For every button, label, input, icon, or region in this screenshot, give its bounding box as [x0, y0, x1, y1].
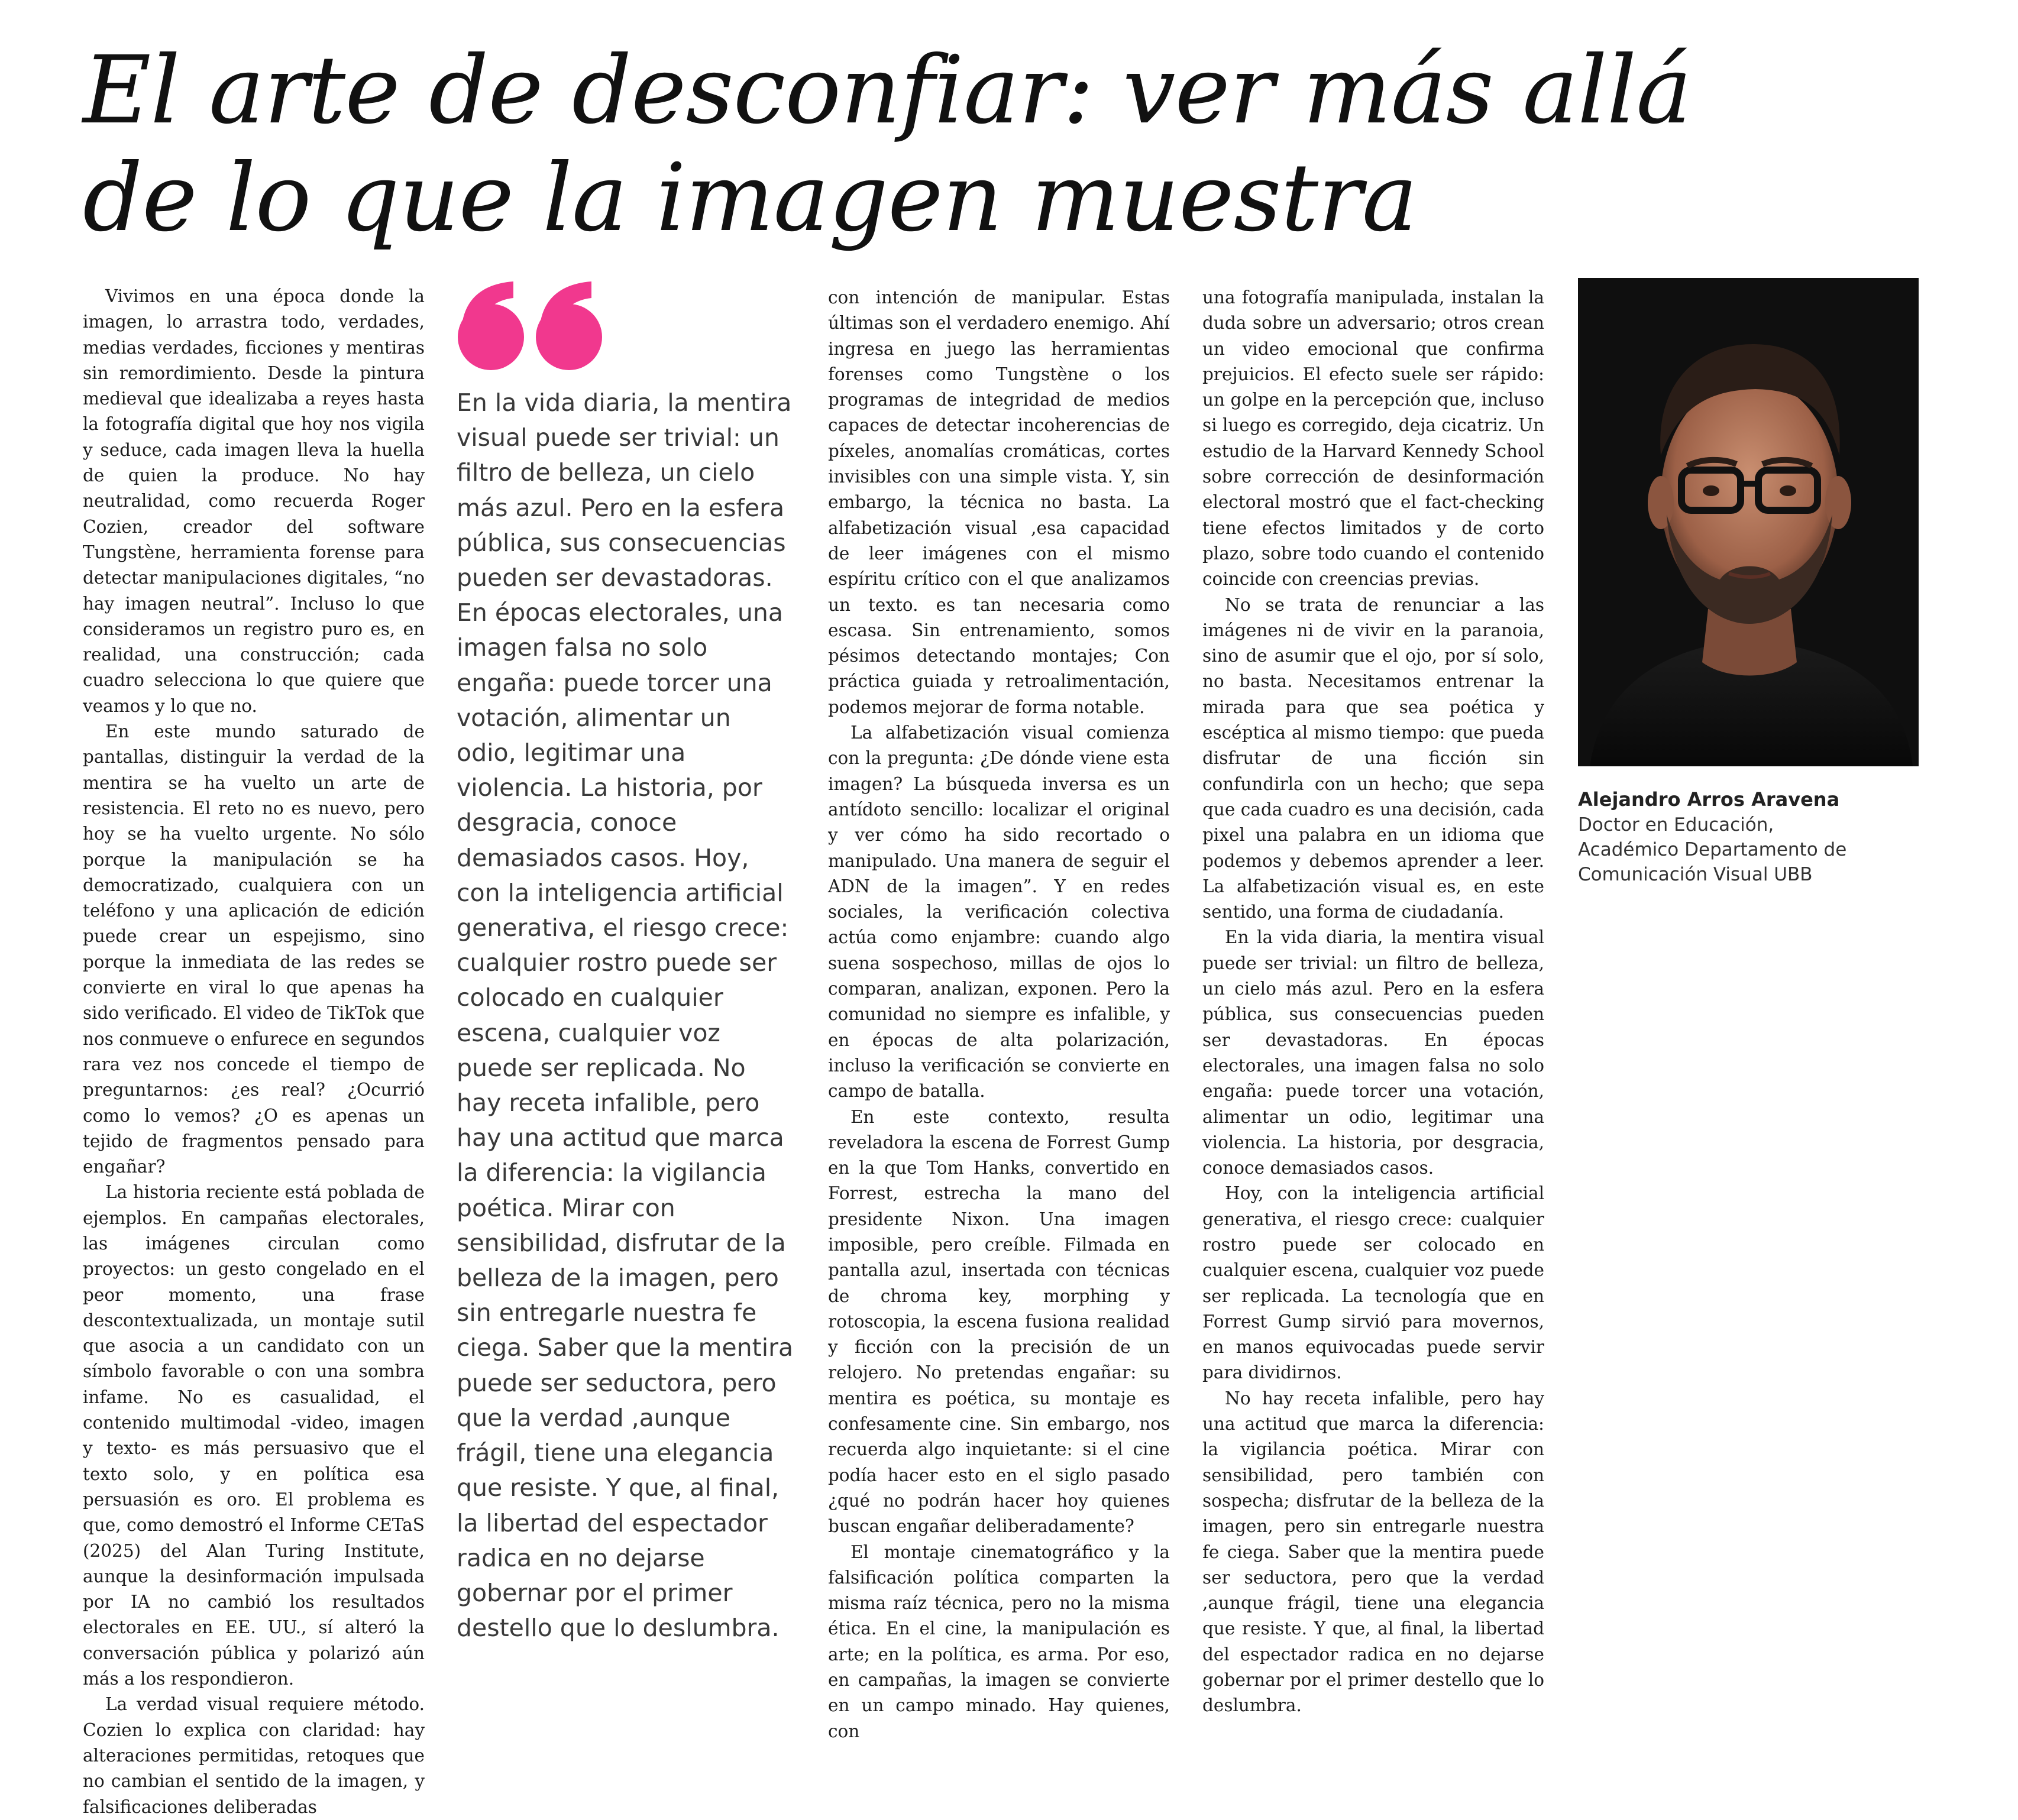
- pull-quote: [457, 278, 794, 1646]
- paragraph: La historia reciente está poblada de ejemplos. En campañas electorales, las imágenes circulan como proyectos: un gesto congelado en el peor momento, una frase descontextualizada, un montaje sutil que asocia a un candidato con un símbolo favorable o con una sombra infame. No es casualidad, el contenido multimodal -video, imagen y texto- es más persuasivo que el texto solo, y en política esa persuasión es oro. El problema es que, como demostró el Informe CETaS (2025) del Alan Turing Institute, aunque la desinformación impulsada por IA no cambió los resultados electorales en EE. UU., sí alteró la conversación pública y polarizó aún más a los respondieron.: [83, 1182, 425, 1689]
- paragraph: En la vida diaria, la mentira visual puede ser trivial: un filtro de belleza, un cielo más azul. Pero en la esfera pública, sus consecuencias pueden ser devastadoras. En épocas electorales, una imagen falsa no solo engaña: puede torcer una votación, alimentar un odio, legitimar una violencia. La historia, por desgracia, conoce demasiados casos.: [1202, 927, 1544, 1178]
- paragraph: En este mundo saturado de pantallas, distinguir la verdad de la mentira se ha vuelto un arte de resistencia. El reto no es nuevo, pero hoy se ha vuelto urgente. No sólo porque la manipulación se ha democratizado, cualquiera con un teléfono y una aplicación de edición puede crear un espejismo, sino porque la inmediata de las redes se convierte en viral lo que apenas ha sido verificado. El video de TikTok que nos conmueve o enfurece en segundos rara vez nos concede el tiempo de preguntarnos: ¿es real? ¿Ocurrió como lo vemos? ¿O es apenas un tejido de fragmentos pensado para engañar?: [83, 721, 425, 1177]
- paragraph: La verdad visual requiere método. Cozien lo explica con claridad: hay alteraciones permitidas, retoques que no cambian el sentido de la imagen, y falsificaciones deliberadas: [83, 1694, 425, 1817]
- author-role-line: Doctor en Educación,: [1578, 814, 1774, 835]
- paragraph: En este contexto, resulta reveladora la escena de Forrest Gump en la que Tom Hanks, convertido en Forrest, estrecha la mano del presidente Nixon. Una imagen imposible, pero creíble. Filmada en pantalla azul, insertada con técnicas de chroma key, morphing y rotoscopia, la escena fusiona realidad y ficción con la precisión de un relojero. No pretendas engañar: su mentira es poética, su montaje es confesamente cine. Sin embargo, nos recuerda algo inquietante: si el cine podía hacer esto en el siglo pasado ¿qué no podrán hacer hoy quienes buscan engañar deliberadamente?: [828, 1106, 1170, 1537]
- pull-quote-text: En la vida diaria, la mentira visual puede ser trivial: un filtro de belleza, un cielo más azul. Pero en la esfera pública, sus consecuencias pueden ser devastadoras. En épocas electorales, una imagen falsa no solo engaña: puede torcer una votación, alimentar un odio, legitimar una violencia. La historia, por desgracia, conoce demasiados casos. Hoy, con la inteligencia artificial generativa, el riesgo crece: cualquier rostro puede ser colocado en cualquier escena, cualquier voz puede ser replicada. No hay receta infalible, pero hay una actitud que marca la diferencia: la vigilancia poética. Mirar con sensibilidad, disfrutar de la belleza de la imagen, pero sin entregarle nuestra fe ciega. Saber que la mentira puede ser seductora, pero que la verdad ,aunque frágil, tiene una elegancia que resiste. Y que, al final, la libertad del espectador radica en no dejarse gobernar por el primer destello que lo deslumbra.: [457, 388, 794, 1643]
- paragraph: una fotografía manipulada, instalan la duda sobre un adversario; otros crean un video emocional que confirma prejuicios. El efecto suele ser rápido: un golpe en la percepción que, incluso si luego es corregido, deja cicatriz. Un estudio de la Harvard Kennedy School sobre corrección de desinformación electoral mostró que el fact-checking tiene efectos limitados y de corto plazo, sobre todo cuando el contenido coincide con creencias previas.: [1202, 287, 1544, 590]
- paragraph: Vivimos en una época donde la imagen, lo arrastra todo, verdades, medias verdades, ficciones y mentiras sin remordimiento. Desde la pintura medieval que idealizaba a reyes hasta la fotografía digital que hoy nos vigila y seduce, cada imagen lleva la huella de quien la produce. No hay neutralidad, como recuerda Roger Cozien, creador del software Tungstène, herramienta forense para detectar manipulaciones digitales, “no hay imagen neutral”. Incluso lo que consideramos un registro puro es, en realidad, una construcción; cada cuadro selecciona lo que quiere que veamos y lo que no.: [83, 286, 425, 716]
- article-column-1: [83, 284, 425, 1820]
- author-photo: [1578, 278, 1919, 766]
- author-name: Alejandro Arros Aravena: [1578, 788, 1840, 811]
- article-column-4: [1202, 285, 1544, 1719]
- quote-open-icon-svg: [457, 278, 616, 373]
- headline-line-2: de lo que la imagen muestra: [83, 144, 1417, 252]
- quote-open-icon: [457, 278, 616, 373]
- author-portrait-illustration: [1578, 278, 1919, 766]
- author-caption: [1578, 786, 1956, 887]
- paragraph: No se trata de renunciar a las imágenes ni de vivir en la paranoia, sino de asumir que el ojo, por sí solo, no basta. Necesitamos entrenar la mirada para que sea poética y escéptica al mismo tiempo: que pueda disfrutar de una ficción sin confundirla con un hecho; que sepa que cada cuadro es una decisión, cada pixel una palabra en un idioma que podemos y debemos aprender a leer. La alfabetización visual es, en este sentido, una forma de ciudadanía.: [1202, 594, 1544, 922]
- article-column-3: [828, 285, 1170, 1744]
- author-role-line: Comunicación Visual UBB: [1578, 864, 1813, 885]
- paragraph: El montaje cinematográfico y la falsificación política comparten la misma raíz técnica, pero no la misma ética. En el cine, la manipulación es arte; en la política, es arma. Por eso, en campañas, la imagen se convierte en un campo minado. Hay quienes, con: [828, 1542, 1170, 1741]
- headline-line-1: El arte de desconfiar: ver más allá: [83, 36, 1692, 145]
- paragraph: con intención de manipular. Estas últimas son el verdadero enemigo. Ahí ingresa en juego las herramientas forenses como Tungstène o los programas de integridad de medios capaces de detectar incoherencias de píxeles, anomalías cromáticas, cortes invisibles con una simple vista. Y, sin embargo, la técnica no basta. La alfabetización visual ,esa capacidad de leer imágenes con el mismo espíritu crítico con el que analizamos un texto. es tan necesaria como escasa. Sin entrenamiento, somos pésimos detectando montajes; Con práctica guiada y retroalimentación, podemos mejorar de forma notable.: [828, 287, 1170, 717]
- article-headline: [83, 37, 1739, 252]
- paragraph: Hoy, con la inteligencia artificial generativa, el riesgo crece: cualquier rostro puede ser colocado en cualquier escena, cualquier voz puede ser replicada. La tecnología que en Forrest Gump sirvió para movernos, en manos equivocadas puede servir para dividirnos.: [1202, 1183, 1544, 1383]
- paragraph: La alfabetización visual comienza con la pregunta: ¿De dónde viene esta imagen? La búsqueda inversa es un antídoto sencillo: localizar el original y ver cómo ha sido recortado o manipulado. Una manera de seguir el ADN de la imagen”. Y en redes sociales, la verificación colectiva actúa como enjambre: cuando algo suena sospechoso, millas de ojos lo comparan, analizan, exponen. Pero la comunidad no siempre es infalible, y en épocas de alta polarización, incluso la verificación se convierte en campo de batalla.: [828, 723, 1170, 1102]
- paragraph: No hay receta infalible, pero hay una actitud que marca la diferencia: la vigilancia poética. Mirar con sensibilidad, pero también con sospecha; disfrutar de la belleza de la imagen, pero sin entregarle nuestra fe ciega. Saber que la mentira puede ser seductora, pero que la verdad ,aunque frágil, tiene una elegancia que resiste. Y que, al final, la libertad del espectador radica en no dejarse gobernar por el primer destello que lo deslumbra.: [1202, 1388, 1544, 1716]
- author-role-line: Académico Departamento de: [1578, 839, 1847, 860]
